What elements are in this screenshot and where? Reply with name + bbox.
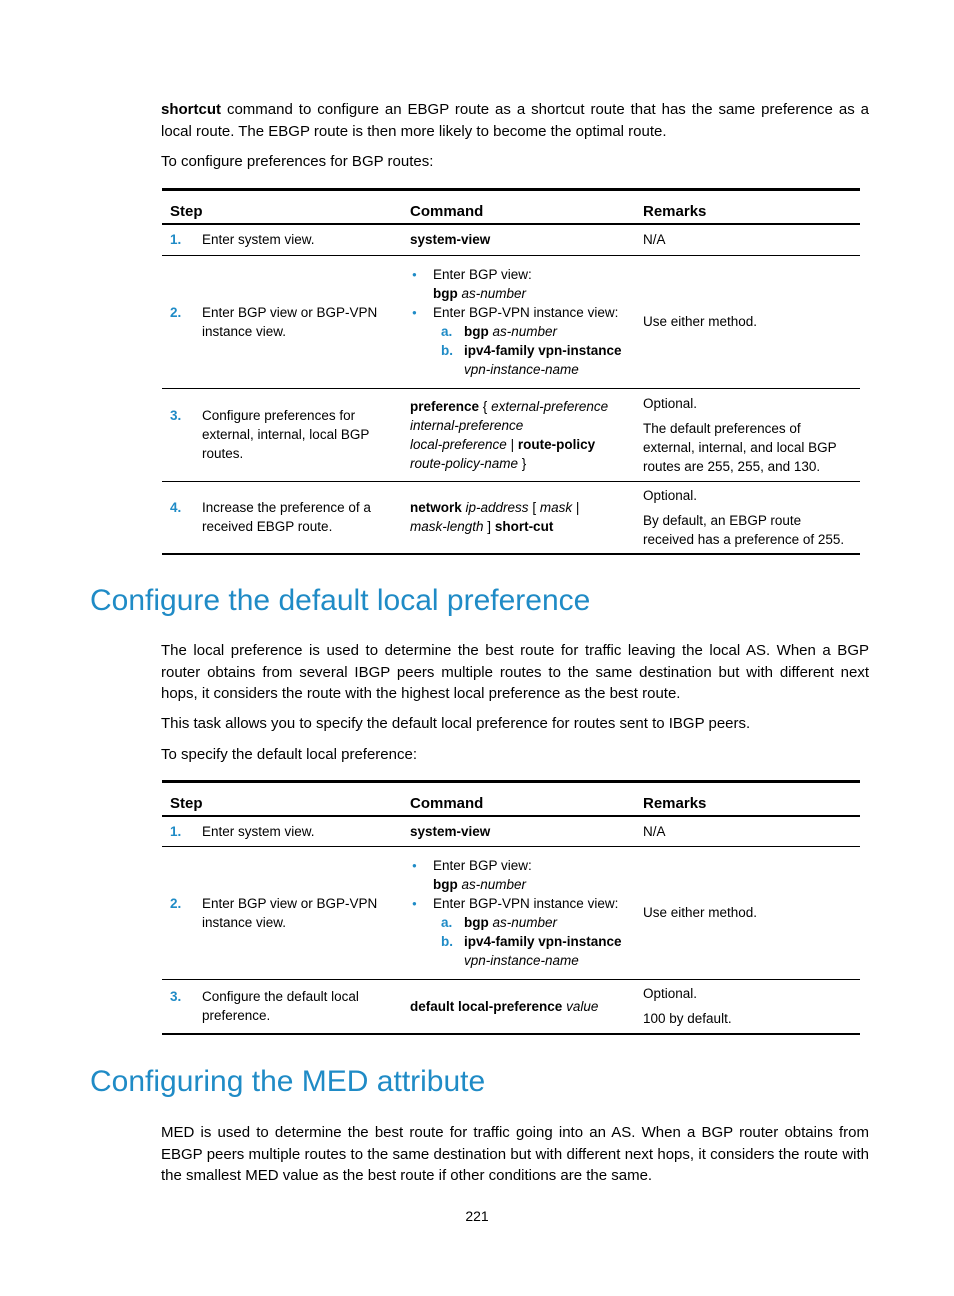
remark-detail: By default, an EBGP route received has a preference of 255. xyxy=(643,512,845,547)
section1-paragraph-1: The local preference is used to determine the best route for traffic leaving the local AS. When a BGP router obtains from several IBGP peers multiple routes to the same destination but with different next hops, it considers the route with the highest local preference as the best route. xyxy=(161,642,869,702)
section2-paragraph-1: MED is used to determine the best route for traffic going into an AS. When a BGP router obtains from EBGP peers multiple routes to the same destination but with different next hops, it considers the route with the smallest MED value as the best route if other conditions are the same. xyxy=(161,1124,869,1184)
remark: Use either method. xyxy=(643,314,758,329)
sub-step-label: a. xyxy=(441,323,453,339)
list-item: ● Enter BGP view: bgp as-number xyxy=(410,856,627,894)
command-keyword: system-view xyxy=(410,823,491,839)
remark: Optional. xyxy=(643,395,698,411)
table-row xyxy=(162,816,860,846)
section1-paragraph-3: To specify the default local preference: xyxy=(161,746,417,763)
table-row xyxy=(162,388,860,481)
step-description: Increase the preference of a received EBGP route. xyxy=(202,500,371,535)
table-header-row xyxy=(162,190,860,225)
command-syntax: default local-preference value xyxy=(410,998,599,1014)
list-item: ● Enter BGP-VPN instance view: a. bgp as-number b. ipv4-family vpn-instance vpn-instance-name xyxy=(410,303,627,379)
step-description: Enter system view. xyxy=(202,232,315,248)
remark: Optional. xyxy=(643,986,698,1002)
step-description: Configure the default local preference. xyxy=(202,989,359,1024)
header-remarks: Remarks xyxy=(643,202,707,220)
table-header-row xyxy=(162,782,860,817)
option-list xyxy=(410,856,627,970)
intro-keyword: shortcut xyxy=(161,101,221,118)
step-number: 1. xyxy=(170,232,182,248)
sub-step-label: a. xyxy=(441,914,453,930)
header-step: Step xyxy=(170,202,203,220)
local-preference-table xyxy=(162,780,860,1035)
section-heading-local-preference: Configure the default local preference xyxy=(90,584,591,617)
table-row xyxy=(162,481,860,554)
step-number: 2. xyxy=(170,895,182,911)
step-description: Enter BGP view or BGP-VPN instance view. xyxy=(202,895,378,930)
header-step: Step xyxy=(170,794,203,812)
header-remarks: Remarks xyxy=(643,794,707,812)
section1-paragraph-2: This task allows you to specify the default local preference for routes sent to IBGP peers. xyxy=(161,715,751,732)
step-number: 1. xyxy=(170,823,182,839)
table1-lead: To configure preferences for BGP routes: xyxy=(161,153,434,170)
remark: N/A xyxy=(643,232,666,248)
section-heading-med-attribute: Configuring the MED attribute xyxy=(90,1065,486,1098)
step-number: 4. xyxy=(170,500,182,516)
intro-text: command to configure an EBGP route as a shortcut route that has the same preference as a local route. The EBGP route is then more likely to become the optimal route. xyxy=(161,101,869,140)
header-command: Command xyxy=(410,794,484,812)
step-description: Enter BGP view or BGP-VPN instance view. xyxy=(202,304,378,339)
step-number: 3. xyxy=(170,989,182,1005)
table-row xyxy=(162,255,860,388)
command-syntax: network ip-address [ mask | mask-length ] short-cut xyxy=(410,500,580,535)
step-description: Configure preferences for external, internal, local BGP routes. xyxy=(202,408,370,461)
intro-paragraph xyxy=(161,99,869,142)
step-number: 2. xyxy=(170,304,182,320)
page-number: 221 xyxy=(465,1208,489,1224)
remark: Use either method. xyxy=(643,905,758,920)
list-item: ● Enter BGP-VPN instance view: a. bgp as-number b. ipv4-family vpn-instance vpn-instance-name xyxy=(410,894,627,970)
command-keyword: system-view xyxy=(410,232,491,248)
table-row xyxy=(162,846,860,979)
remark-detail: 100 by default. xyxy=(643,1011,732,1027)
sub-step-label: b. xyxy=(441,933,453,949)
option-list xyxy=(410,265,627,379)
table-row xyxy=(162,224,860,255)
remark: N/A xyxy=(643,823,666,839)
step-number: 3. xyxy=(170,408,182,423)
remark-detail: The default preferences of external, internal, and local BGP routes are 255, 255, and 130. xyxy=(643,420,837,474)
remark: Optional. xyxy=(643,487,698,503)
command-syntax: preference { external-preference internal-preference local-preference | route-policy route-policy-name } xyxy=(410,398,609,471)
list-item: ● Enter BGP view: bgp as-number xyxy=(410,265,627,303)
step-description: Enter system view. xyxy=(202,823,315,839)
bgp-preference-table xyxy=(162,188,860,555)
table-row xyxy=(162,979,860,1034)
header-command: Command xyxy=(410,202,484,220)
sub-step-label: b. xyxy=(441,342,453,358)
